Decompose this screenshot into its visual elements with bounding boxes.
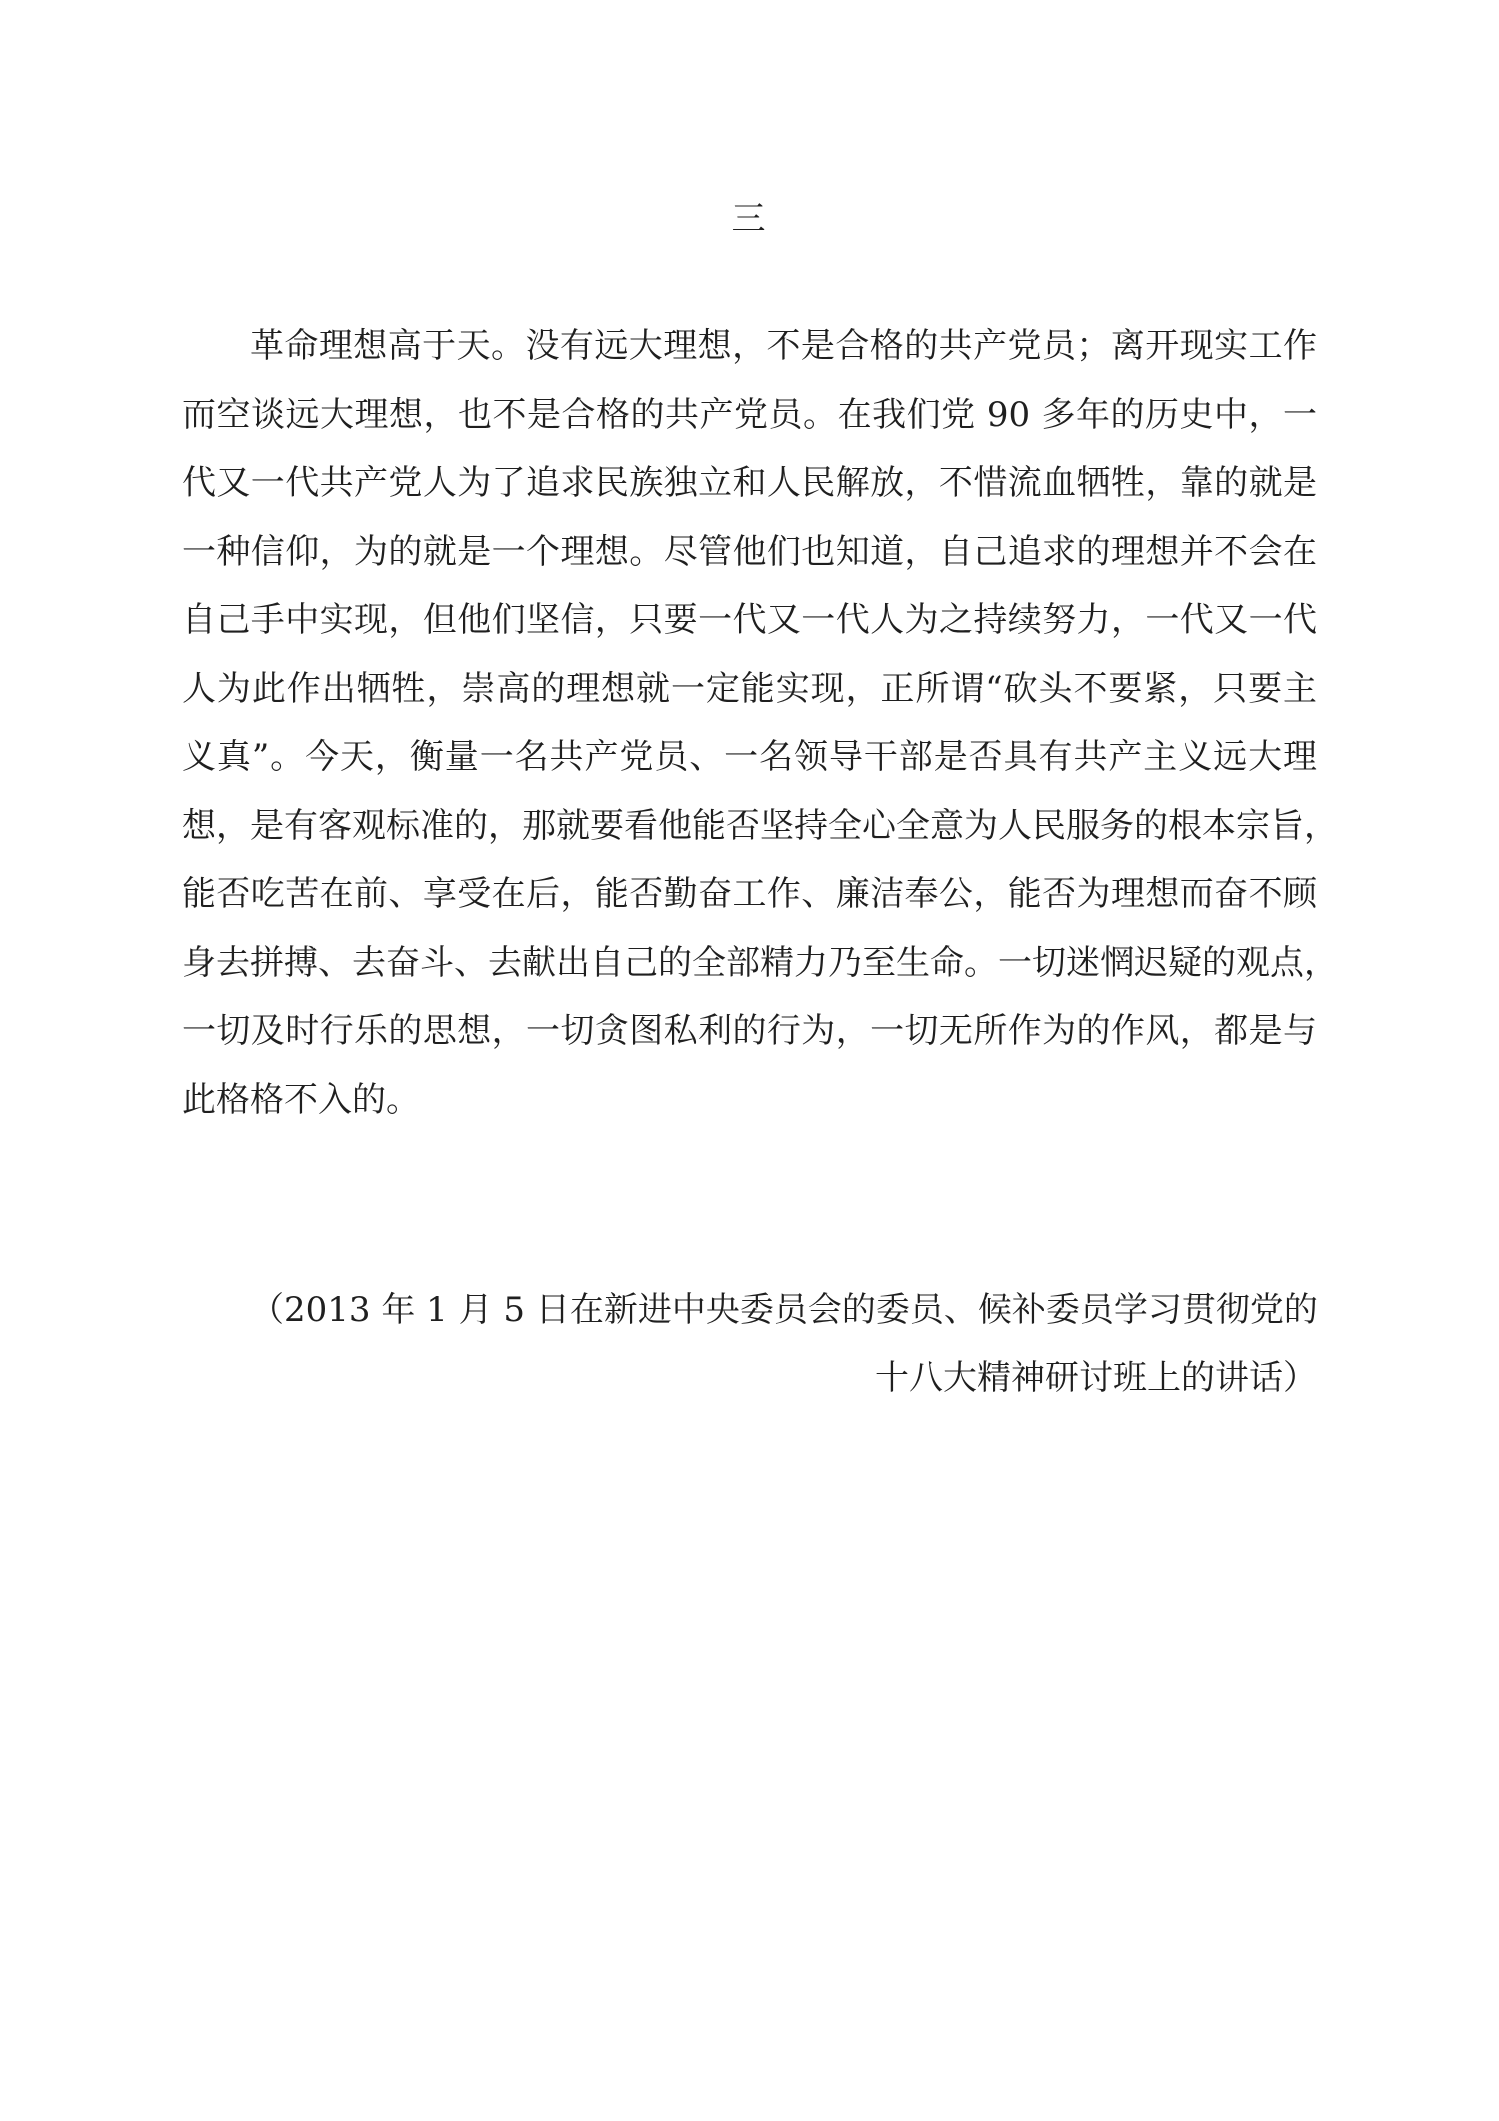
body-paragraph bbox=[182, 312, 1338, 1134]
paragraph-line: 一切及时行乐的思想，一切贪图私利的行为，一切无所作为的作风，都是与 bbox=[182, 1011, 1317, 1051]
paragraph-line: 自己手中实现，但他们坚信，只要一代又一代人为之持续努力，一代又一代 bbox=[182, 600, 1317, 640]
source-line: 十八大精神研讨班上的讲话） bbox=[875, 1358, 1317, 1398]
section-heading: 三 bbox=[731, 199, 768, 239]
paragraph-line: 代又一代共产党人为了追求民族独立和人民解放，不惜流血牺牲，靠的就是 bbox=[182, 463, 1317, 503]
source-note bbox=[250, 1276, 1317, 1412]
paragraph-line: 想，是有客观标准的，那就要看他能否坚持全心全意为人民服务的根本宗旨， bbox=[182, 805, 1338, 846]
paragraph-line: 一种信仰，为的就是一个理想。尽管他们也知道，自己追求的理想并不会在 bbox=[182, 531, 1317, 572]
paragraph-line: 义真”。今天，衡量一名共产党员、一名领导干部是否具有共产主义远大理 bbox=[182, 737, 1317, 777]
paragraph-line: 身去拼搏、去奋斗、去献出自己的全部精力乃至生命。一切迷惘迟疑的观点， bbox=[182, 942, 1338, 983]
source-line: （2013 年 1 月 5 日在新进中央委员会的委员、候补委员学习贯彻党的 bbox=[250, 1290, 1318, 1330]
paragraph-line: 能否吃苦在前、享受在后，能否勤奋工作、廉洁奉公，能否为理想而奋不顾 bbox=[182, 874, 1317, 914]
paragraph-line: 此格格不入的。 bbox=[182, 1079, 420, 1120]
paragraph-line: 人为此作出牺牲，崇高的理想就一定能实现，正所谓“砍头不要紧，只要主 bbox=[182, 668, 1317, 709]
paragraph-line: 革命理想高于天。没有远大理想，不是合格的共产党员；离开现实工作 bbox=[250, 326, 1317, 366]
paragraph-line: 而空谈远大理想，也不是合格的共产党员。在我们党 90 多年的历史中，一 bbox=[182, 394, 1317, 435]
